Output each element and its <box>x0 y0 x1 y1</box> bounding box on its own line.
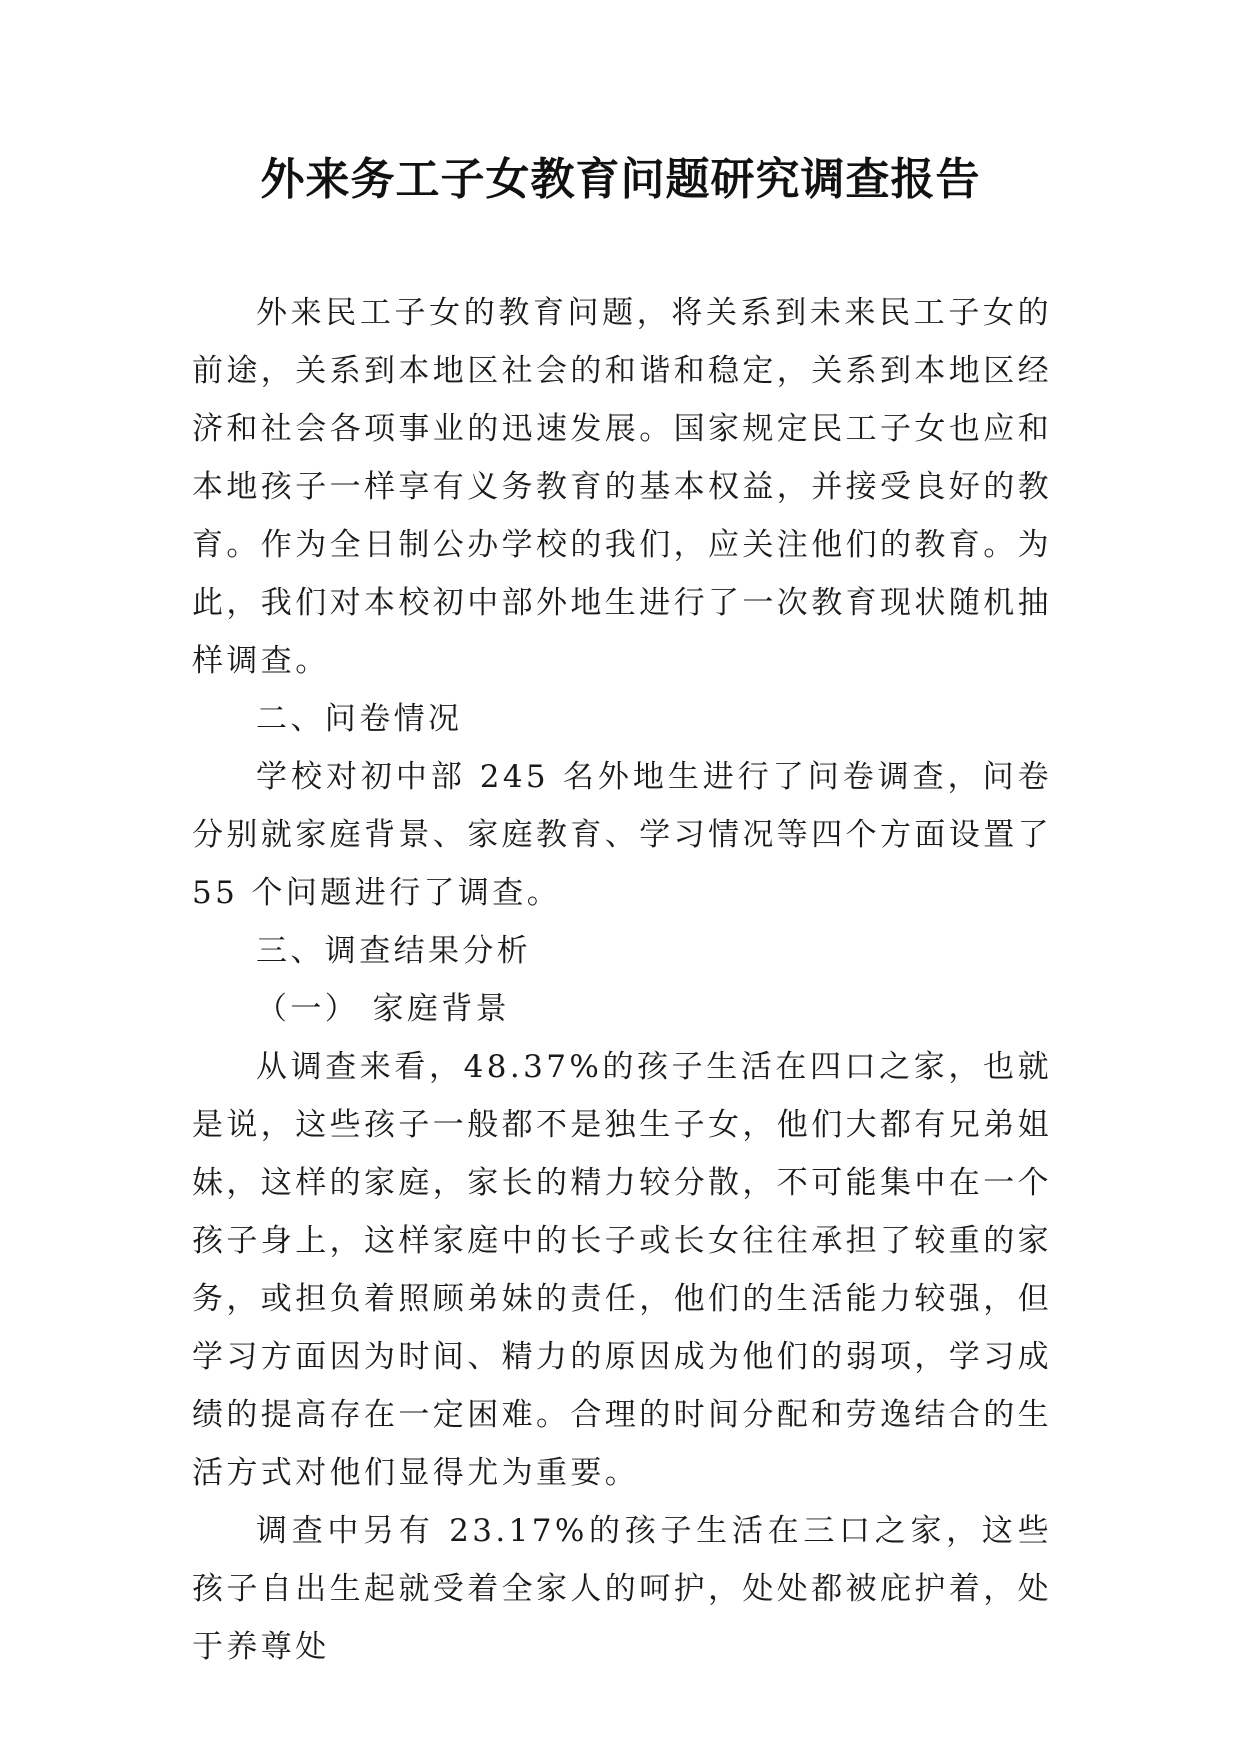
subsection-heading-family-background: （一） 家庭背景 <box>256 991 511 1027</box>
section-heading-analysis: 三、调查结果分析 <box>256 933 532 969</box>
document-title: 外来务工子女教育问题研究调查报告 <box>260 154 981 205</box>
paragraph-intro: 外来民工子女的教育问题，将关系到未来民工子女的前途，关系到本地区社会的和谐和稳定，关系到本地区经济和社会各项事业的迅速发展。国家规定民工子女也应和本地孩子一样享有义务教育的基本权益，并接受良好的教育。作为全日制公办学校的我们，应关注他们的教育。为此，我们对本校初中部外地生进行了一次教育现状随机抽样调查。 <box>192 295 1052 679</box>
document-body <box>192 284 1052 1676</box>
paragraph-three-person-family: 调查中另有 23.17%的孩子生活在三口之家，这些孩子自出生起就受着全家人的呵护，处处都被庇护着，处于养尊处 <box>192 1513 1052 1665</box>
section-heading-questionnaire: 二、问卷情况 <box>256 701 463 737</box>
paragraph-four-person-family: 从调查来看，48.37%的孩子生活在四口之家，也就是说，这些孩子一般都不是独生子女，他们大都有兄弟姐妹，这样的家庭，家长的精力较分散，不可能集中在一个孩子身上，这样家庭中的长子或长女往往承担了较重的家务，或担负着照顾弟妹的责任，他们的生活能力较强，但学习方面因为时间、精力的原因成为他们的弱项，学习成绩的提高存在一定困难。合理的时间分配和劳逸结合的生活方式对他们显得尤为重要。 <box>192 1049 1052 1491</box>
paragraph-questionnaire: 学校对初中部 245 名外地生进行了问卷调查，问卷分别就家庭背景、家庭教育、学习情况等四个方面设置了 55 个问题进行了调查。 <box>192 759 1052 911</box>
